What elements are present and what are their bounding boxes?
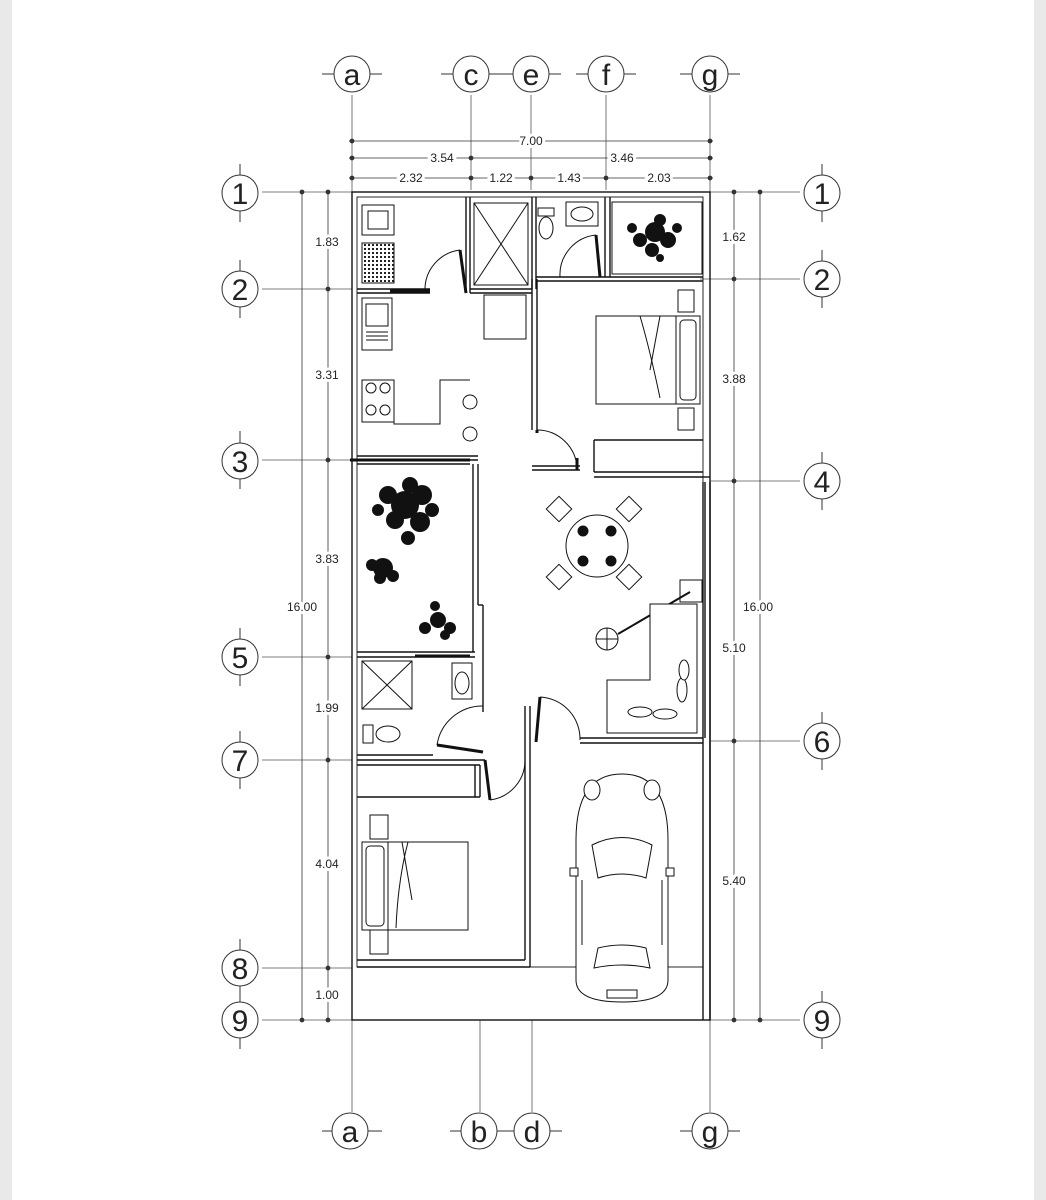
cabinet: [484, 295, 526, 339]
side-table: [680, 580, 702, 602]
door-bedroom-2: [485, 760, 525, 800]
grid-bubble-top-a: [322, 56, 382, 92]
grid-bubble-top-c: [441, 56, 501, 92]
grid-bubble-bottom-a: [322, 1113, 382, 1149]
dining-chair: [546, 564, 571, 589]
toilet-1: [539, 217, 553, 239]
dim-top-d: 2.03: [647, 171, 671, 185]
dim-top-a: 2.32: [399, 171, 423, 185]
bathroom-2: [362, 661, 472, 743]
grid-bubble-right-2: [804, 250, 840, 308]
grid-label-left-5: 5: [231, 642, 249, 675]
grid-label-right-2: 2: [813, 264, 831, 297]
dim-top-c: 1.43: [557, 171, 581, 185]
dim-left-1: 1.83: [315, 235, 339, 249]
grid-bubble-left-7: [222, 731, 258, 789]
drawing-sheet: [12, 0, 1034, 1200]
nightstand: [370, 930, 388, 954]
grid-bubble-top-f: [576, 56, 636, 92]
nightstand: [678, 408, 694, 430]
dining-area: [546, 496, 641, 589]
door-bathroom-1: [560, 235, 600, 277]
dining-chair: [616, 496, 641, 521]
nightstand: [370, 815, 388, 839]
dining-table: [566, 515, 628, 577]
grid-label-right-4: 4: [813, 466, 831, 499]
grid-bubble-left-9: [222, 991, 258, 1049]
plant-icon: [419, 601, 456, 640]
car-icon: [570, 774, 674, 1002]
dim-top-mid-left: 3.54: [430, 151, 454, 165]
dim-left-6: 1.00: [315, 988, 339, 1002]
dim-right-4: 5.40: [722, 874, 746, 888]
bedroom-2: [362, 815, 468, 954]
toilet-2: [376, 726, 400, 742]
grid-bubble-right-9: [804, 991, 840, 1049]
grid-label-left-8: 8: [231, 953, 249, 986]
dim-left-total: 16.00: [286, 600, 318, 614]
grid-label-bottom-a: a: [341, 1116, 359, 1149]
dim-right-1: 1.62: [722, 230, 746, 244]
dim-left-2: 3.31: [315, 368, 339, 382]
grid-bubble-bottom-g: [680, 1113, 740, 1149]
grid-bubble-bottom-d: [502, 1113, 562, 1149]
grid-label-right-1: 1: [813, 178, 831, 211]
grid-bubble-right-1: [804, 164, 840, 222]
grid-bubble-right-6: [804, 712, 840, 770]
grid-label-right-6: 6: [813, 726, 831, 759]
grid-bubble-left-2: [222, 260, 258, 318]
dim-top-mid-right: 3.46: [610, 151, 634, 165]
plant-icon: [627, 214, 682, 262]
grid-bubble-left-3: [222, 431, 258, 489]
dining-chair: [546, 496, 571, 521]
grid-label-right-9: 9: [813, 1005, 831, 1038]
door-bedroom-1: [537, 430, 577, 470]
dim-left-4: 1.99: [315, 701, 339, 715]
door-living-garage: [536, 697, 580, 742]
grid-bubble-left-1: [222, 164, 258, 222]
tree-icon: [372, 477, 439, 545]
dim-left-3: 3.83: [315, 552, 339, 566]
bar-stool: [463, 427, 477, 441]
dim-left-5: 4.04: [315, 857, 339, 871]
grid-bubble-left-8: [222, 939, 258, 997]
grid-label-top-a: a: [343, 59, 361, 92]
grid-label-left-9: 9: [231, 1005, 249, 1038]
dining-chair: [616, 564, 641, 589]
grid-lines: [262, 95, 800, 1112]
grid-label-top-f: f: [601, 59, 611, 92]
grid-bubble-top-g: [680, 56, 740, 92]
grid-label-bottom-g: g: [701, 1116, 719, 1149]
dim-top-b: 1.22: [489, 171, 513, 185]
grid-bubble-top-e: [501, 56, 561, 92]
door-utility: [425, 250, 466, 293]
grid-label-left-1: 1: [231, 178, 249, 211]
grid-label-top-e: e: [522, 59, 540, 92]
bedroom-1: [596, 290, 700, 430]
garden-middle: [366, 477, 456, 640]
grid-bubble-right-4: [804, 452, 840, 510]
bar-stool: [463, 395, 477, 409]
grid-label-left-3: 3: [231, 446, 249, 479]
dim-right-total: 16.00: [742, 600, 774, 614]
shrub-icon: [366, 558, 399, 584]
grid-label-left-7: 7: [231, 745, 249, 778]
grid-label-top-g: g: [701, 59, 719, 92]
grid-label-bottom-b: b: [470, 1116, 488, 1149]
living-area: [596, 580, 702, 733]
grid-bubble-bottom-b: [450, 1113, 510, 1149]
door-bathroom-2: [437, 706, 483, 752]
dim-right-2: 3.88: [722, 372, 746, 386]
grid-label-bottom-d: d: [523, 1116, 541, 1149]
garden-top-right: [612, 202, 702, 274]
stove-top: [362, 243, 394, 283]
grid-bubble-left-5: [222, 628, 258, 686]
grid-label-left-2: 2: [231, 274, 249, 307]
floor-plan: [12, 0, 1034, 1200]
grid-label-top-c: c: [463, 59, 479, 92]
dim-overall-width: 7.00: [519, 134, 543, 148]
dim-right-3: 5.10: [722, 641, 746, 655]
nightstand: [678, 290, 694, 312]
